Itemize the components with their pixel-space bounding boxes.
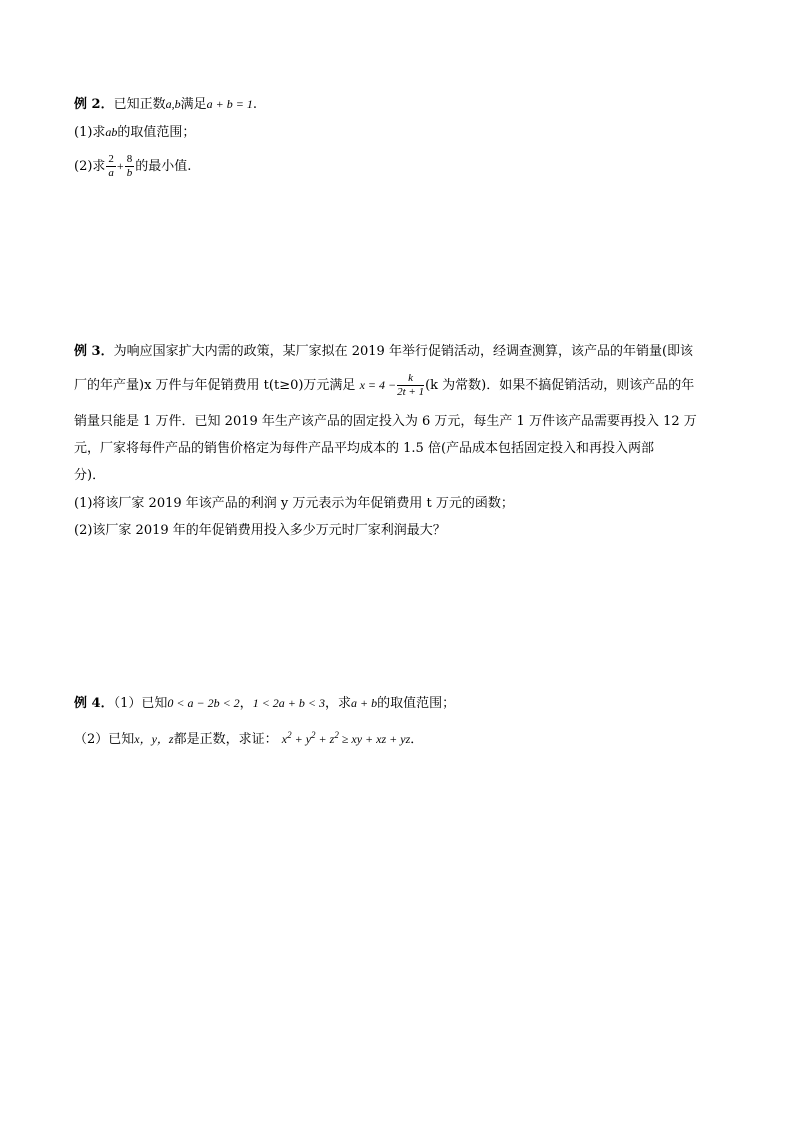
ex4-inequality: $x^2 + y^2 + z^2$ ≥ xy + xz + yz: [281, 730, 411, 746]
ex4-question-2: （2）已知x，y，z都是正数，求证： $x^2 + y^2 + z^2$ ≥ xy + xz + yz．: [74, 730, 424, 747]
ex2-stem-line: 例 2．已知正数a,b满足a + b = 1.: [74, 97, 257, 112]
ex2-label: 例 2: [74, 97, 101, 112]
ex4-label: 例 4: [74, 696, 101, 711]
ex2-question-2: (2)求 $\frac{2}{a}$ + $\frac{8}{b}$ 的最小值.: [74, 153, 192, 179]
ex4-question-1: 例 4．（1）已知0 < a − 2b < 2，1 < 2a + b < 3，求a + b的取值范围；: [74, 696, 456, 711]
ex3-label: 例 3: [74, 344, 101, 359]
ex2-fraction-2: $\frac{8}{b}$: [126, 153, 133, 179]
ex3-line-3: 销量只能是 1 万件．已知 2019 年生产该产品的固定投入为 6 万元，每生产 1 万件该产品需要再投入 12 万: [74, 414, 697, 429]
ex3-line-4: 元，厂家将每件产品的销售价格定为每件产品平均成本的 1.5 倍(产品成本包括固定投入和再投入两部: [74, 441, 655, 456]
ex3-line-1: 例 3．为响应国家扩大内需的政策，某厂家拟在 2019 年举行促销活动，经调查测算，该产品的年销量(即该: [74, 344, 694, 359]
ex2-stem: 已知正数: [113, 97, 166, 112]
ex3-line-5: 分)．: [74, 468, 106, 483]
ex2-vars: a,b: [165, 97, 181, 111]
ex3-fraction: $\frac{k}{2t + 1}$: [397, 372, 425, 398]
ex2-q1-var: ab: [105, 125, 118, 139]
ex2-cond: 满足: [180, 97, 207, 112]
ex4-vars: x，y，z: [134, 732, 174, 746]
ex4-ineq-2: 1 < 2a + b < 3: [252, 696, 325, 710]
ex3-question-2: (2)该厂家 2019 年的年促销费用投入多少万元时厂家利润最大？: [74, 523, 446, 538]
ex3-formula-lhs: x = 4 −: [359, 378, 397, 392]
ex4-expr: a + b: [351, 696, 378, 710]
ex3-question-1: (1)将该厂家 2019 年该产品的利润 y 万元表示为年促销费用 t 万元的函数；: [74, 496, 514, 511]
ex4-ineq-1: 0 < a − 2b < 2: [167, 696, 240, 710]
ex2-fraction-1: $\frac{2}{a}$: [108, 153, 114, 179]
ex2-equation: a + b = 1: [206, 97, 253, 111]
ex3-line-2: 厂的年产量)x 万件与年促销费用 t(t≥0)万元满足 x = 4 − $\frac{k}{2t + 1}$ (k 为常数)．如果不搞促销活动，则该产品的年: [74, 372, 695, 398]
ex2-question-1: (1)求ab的取值范围；: [74, 125, 196, 140]
